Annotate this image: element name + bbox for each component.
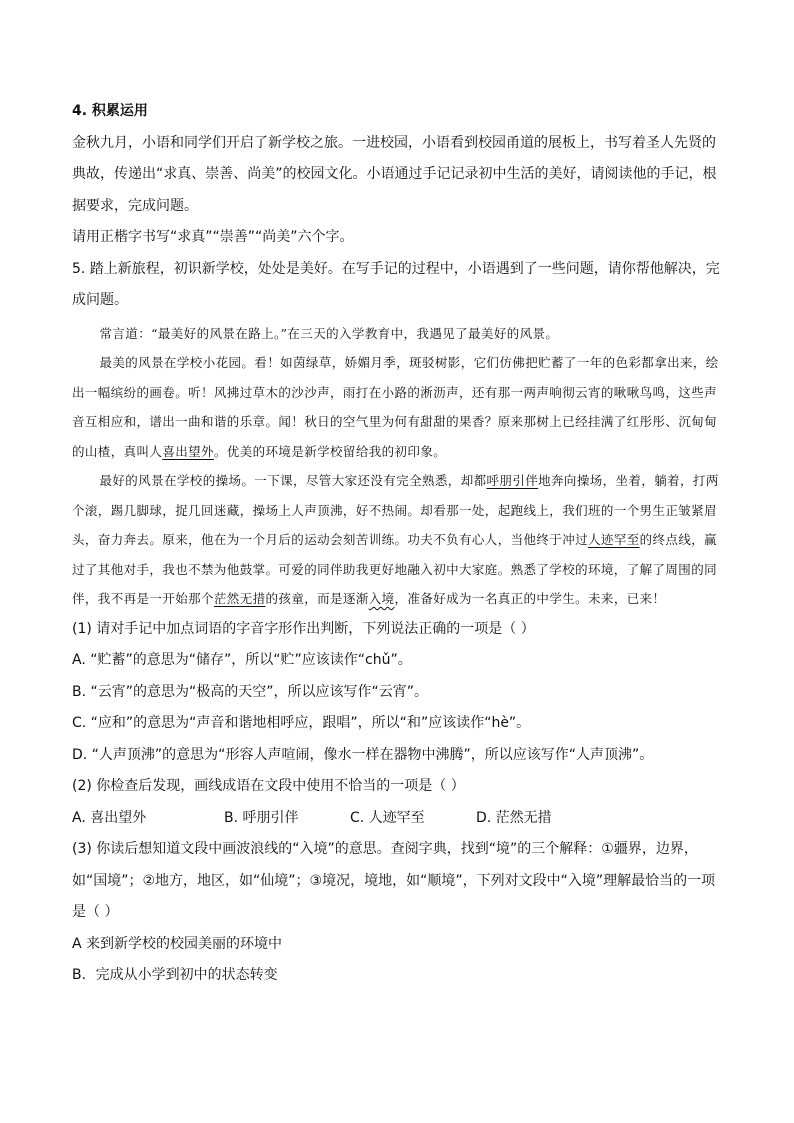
notes-paragraph-1: 常言道：“最美好的风景在路上。”在三天的入学教育中，我遇见了最美好的风景。 [99,325,559,341]
notes-paragraph-2 [72,348,722,466]
option-a[interactable]: A 来到新学校的校园美丽的环境中 [72,935,283,952]
notes-text: 地奔向操场，坐着，躺着，打两个滚，踢几脚球，捉几回迷藏，操场上人声顶沸，好不热闹。却看那一处，起跑线上，我们班的一个男生正皱紧眉头，奋力奔去。原来，他在为一个月后的运动会刻苦训练。功夫不负有心人，当他终于冲过 [72,473,719,547]
question-4-intro: 金秋九月，小语和同学们开启了新学校之旅。一进校园，小语看到校园甬道的展板上，书写着圣人先贤的典故，传递出“求真、崇善、尚美”的校园文化。小语通过手记记录初中生活的美好，请阅读他的手记，根据要求，完成问题。 [72,134,717,214]
option-d[interactable]: D. 茫然无措 [476,809,552,826]
student-notes-passage [72,319,722,614]
notes-text: 。优美的环境是新学校留给我的初印象。 [213,443,447,459]
wavy-underlined-word: 入境 [368,591,395,606]
underlined-idiom: 人迹罕至 [588,532,640,547]
question-5-heading: 5. 踏上新旅程，初识新学校，处处是美好。在写手记的过程中，小语遇到了一些问题，请你帮他解决，完成问题。 [72,260,720,308]
option-b[interactable]: B．完成从小学到初中的状态转变 [72,967,278,983]
notes-text: 最好的风景在学校的操场。一下课，尽管大家还没有完全熟悉，却都 [99,473,487,488]
underlined-idiom: 茫然无措 [213,591,266,606]
subquestion-1-stem: (1) 请对手记中加点词语的字音字形作出判断，下列说法正确的一项是（ ） [72,620,535,637]
question-4-heading: 4. 积累运用 [72,103,148,119]
notes-text: 最美的风景在学校小花园。看！如茵绿草，娇媚月季，斑驳树影，它们仿佛把贮蓄了一年的色彩都拿出来，绘出一幅缤纷的画卷。听！风拂过草木的沙沙声，雨打在小路的淅沥声，还有那一两声响彻云宵的啾啾鸟鸣，这些声音互相应和，谱出一曲和谐的乐章。闻！秋日的空气里为何有甜甜的果香？原来那树上已经挂满了红彤彤、沉甸甸的山楂，真叫人 [72,355,719,459]
subquestion-3-stem: (3) 你读后想知道文段中画波浪线的“入境”的意思。查阅字典，找到“境”的三个解释：①疆界，边界，如“国境”；②地方，地区，如“仙境”；③境况，境地，如“顺境”，下列对文段中“入境”理解最恰当的一项是（ ） [72,841,716,920]
question-4-task: 请用正楷字书写“求真”“崇善”“尚美”六个字。 [72,229,354,245]
option-d[interactable]: D. “人声顶沸”的意思为“形容人声喧闹，像水一样在器物中沸腾”，所以应该写作“人声顶沸”。 [72,746,654,763]
option-c[interactable]: C. “应和”的意思为“声音和谐地相呼应，跟唱”，所以“和”应该读作“hè”。 [72,715,531,731]
option-a[interactable]: A. 喜出望外 [72,809,147,826]
subquestion-2-options [72,803,722,835]
option-c[interactable]: C. 人迹罕至 [350,809,425,826]
subquestion-2-stem: (2) 你检查后发现，画线成语在文段中使用不恰当的一项是（ ） [72,778,465,794]
underlined-idiom: 喜出望外 [162,443,214,459]
notes-paragraph-3 [72,466,722,614]
document-page [72,96,722,992]
notes-text: ，准备好成为一名真正的中学生。未来，已来！ [394,591,666,606]
notes-text: 的孩童，而是逐渐 [265,591,369,606]
notes-text: 的终点线，赢过了其他对手，我也不禁为他鼓掌。可爱的同伴助我更好地融入初中大家庭。熟悉了学校的环境，了解了周围的同伴，我不再是一开始那个 [72,532,718,606]
option-a[interactable]: A. “贮蓄”的意思为“储存”，所以“贮”应该读作“chǔ”。 [72,652,412,668]
underlined-idiom: 呼朋引伴 [486,473,539,488]
option-b[interactable]: B. “云宵”的意思为“极高的天空”，所以应该写作“云宵”。 [72,683,429,700]
option-b[interactable]: B. 呼朋引伴 [224,809,299,826]
